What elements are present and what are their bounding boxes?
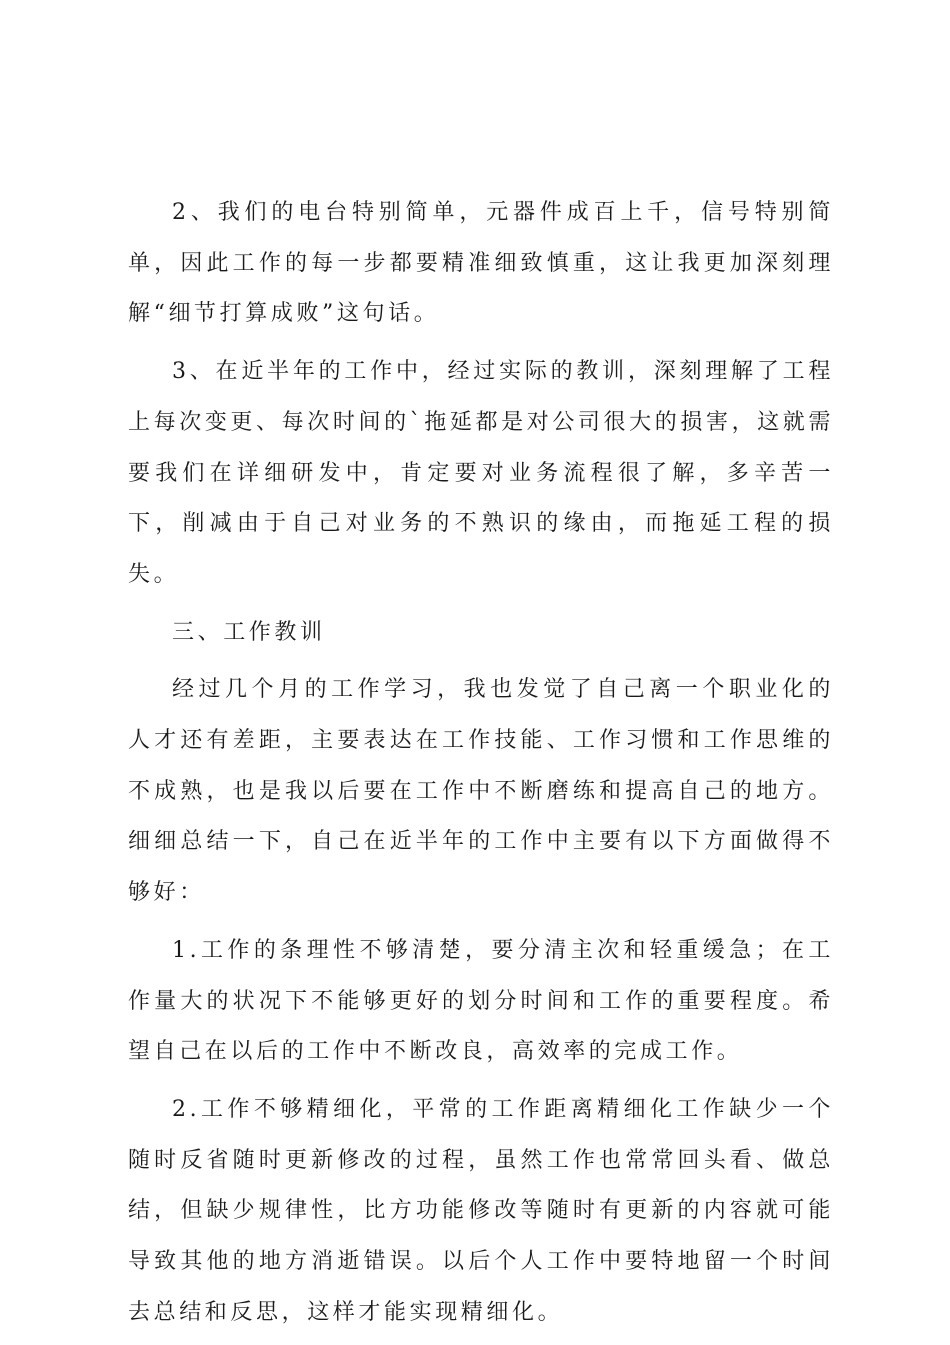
- section-heading-work-lessons: 三、工作教训: [172, 619, 326, 645]
- paragraph-item-3: 3、在近半年的工作中，经过实际的教训，深刻理解了工程上每次变更、每次时间的`拖延都是对公司很大的损害，这就需要我们在详细研发中，肯定要对业务流程很了解，多辛苦一下，削减由于自己对业务的不熟识的缘由，而拖延工程的损失。: [128, 359, 834, 587]
- paragraph-item-2: 2、我们的电台特别简单，元器件成百上千，信号特别简单，因此工作的每一步都要精准细致慎重，这让我更加深刻理解“细节打算成败”这句话。: [128, 200, 834, 327]
- paragraph-point-1: 1.工作的条理性不够清楚，要分清主次和轻重缓急；在工作量大的状况下不能够更好的划分时间和工作的重要程度。希望自己在以后的工作中不断改良，高效率的完成工作。: [128, 937, 834, 1065]
- document-body: [128, 188, 834, 1345]
- paragraph-point-2: 2.工作不够精细化，平常的工作距离精细化工作缺少一个随时反省随时更新修改的过程，虽然工作也常常回头看、做总结，但缺少规律性，比方功能修改等随时有更新的内容就可能导致其他的地方消逝错误。以后个人工作中要特地留一个时间去总结和反思，这样才能实现精细化。: [128, 1096, 834, 1325]
- paragraph-intro: 经过几个月的工作学习，我也发觉了自己离一个职业化的人才还有差距，主要表达在工作技能、工作习惯和工作思维的不成熟，也是我以后要在工作中不断磨练和提高自己的地方。细细总结一下，自己在近半年的工作中主要有以下方面做得不够好：: [128, 677, 834, 906]
